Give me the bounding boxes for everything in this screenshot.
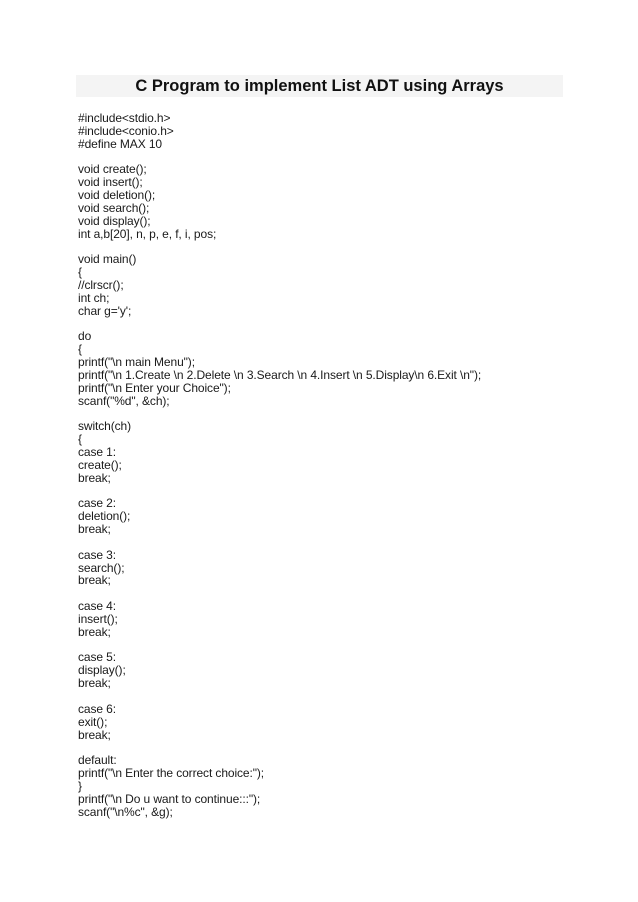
code-line: { <box>78 265 82 280</box>
code-block-switch <box>78 420 598 484</box>
code-line: case 6: <box>78 701 116 716</box>
code-block-case-4 <box>78 600 598 639</box>
code-line: char g='y'; <box>78 303 132 318</box>
code-line: printf("\n Do u want to continue:::"); <box>78 791 261 806</box>
code-line: scanf("%d", &ch); <box>78 393 170 408</box>
code-line: break; <box>78 624 111 639</box>
code-line: #include<stdio.h> <box>78 111 171 125</box>
code-line: case 5: <box>78 650 116 665</box>
code-block-main <box>78 253 598 317</box>
code-line: void search(); <box>78 200 150 215</box>
code-block-case-6 <box>78 703 598 742</box>
code-block-includes <box>78 112 598 151</box>
code-line: printf("\n 1.Create \n 2.Delete \n 3.Search \n 4.Insert \n 5.Display\n 6.Exit \n"); <box>78 367 482 382</box>
code-body <box>78 112 598 831</box>
code-line: #define MAX 10 <box>78 136 162 151</box>
code-line: case 2: <box>78 496 116 511</box>
code-line: { <box>78 342 82 357</box>
code-line: scanf("\n%c", &g); <box>78 804 173 819</box>
code-line: void display(); <box>78 213 151 228</box>
code-block-declarations <box>78 163 598 240</box>
code-line: default: <box>78 753 117 768</box>
code-block-menu <box>78 330 598 407</box>
code-line: display(); <box>78 663 126 678</box>
code-line: break; <box>78 676 111 691</box>
code-line: search(); <box>78 560 125 575</box>
code-line: switch(ch) <box>78 419 132 434</box>
code-line: { <box>78 432 82 447</box>
code-line: int ch; <box>78 290 110 305</box>
code-line: //clrscr(); <box>78 277 124 292</box>
code-line: printf("\n main Menu"); <box>78 355 195 370</box>
code-line: } <box>78 778 82 793</box>
code-line: void main() <box>78 252 137 267</box>
code-line: void insert(); <box>78 175 143 190</box>
code-line: insert(); <box>78 611 118 626</box>
code-line: create(); <box>78 457 122 472</box>
code-line: break; <box>78 727 111 742</box>
code-line: void deletion(); <box>78 188 156 203</box>
code-line: case 3: <box>78 547 116 562</box>
code-line: exit(); <box>78 714 108 729</box>
code-line: void create(); <box>78 162 147 177</box>
code-block-case-5 <box>78 651 598 690</box>
code-line: break; <box>78 522 111 536</box>
code-line: case 1: <box>78 444 116 459</box>
code-line: deletion(); <box>78 509 131 524</box>
code-line: case 4: <box>78 599 116 614</box>
code-block-case-3 <box>78 549 598 588</box>
code-line: do <box>78 329 92 344</box>
code-line: #include<conio.h> <box>78 123 174 138</box>
code-block-case-2 <box>78 497 598 536</box>
code-line: printf("\n Enter the correct choice:"); <box>78 766 265 781</box>
code-line: printf("\n Enter your Choice"); <box>78 380 231 395</box>
code-line: int a,b[20], n, p, e, f, i, pos; <box>78 226 217 241</box>
code-line: break; <box>78 470 111 485</box>
page-title: C Program to implement List ADT using Arrays <box>135 77 504 95</box>
code-block-default <box>78 754 598 818</box>
code-line: break; <box>78 573 111 588</box>
